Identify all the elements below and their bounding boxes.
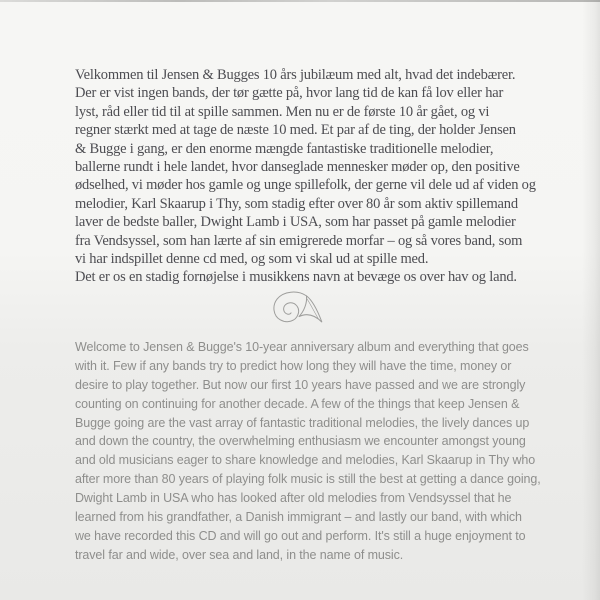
text-line: regner stærkt med at tage de næste 10 med. Et par af de ting, der holder Jensen xyxy=(75,122,516,139)
text-line: Det er os en stadig fornøjelse i musikkens navn at bevæge os over hav og land. xyxy=(75,269,517,286)
ornament-wrap xyxy=(64,290,531,328)
text-line: after more than 80 years of playing folk music is still the best at getting a dance going, xyxy=(75,472,541,487)
text-line: learned from his grandfather, a Danish immigrant – and lastly our band, with which xyxy=(75,510,522,525)
text-line: Welcome to Jensen & Bugge's 10-year anniversary album and everything that goes xyxy=(75,339,529,354)
text-line: desire to play together. But now our first 10 years have passed and we are strongly xyxy=(75,377,526,392)
text-line: ødselhed, vi møder hos gamle og unge spillefolk, der gerne vil dele ud af viden og xyxy=(75,177,536,194)
english-paragraph xyxy=(75,338,542,565)
text-line: ballerne rundt i hele landet, hvor danseglade mennesker møder op, den positive xyxy=(75,159,520,176)
text-line: Bugge going are the vast array of fantastic traditional melodies, the lively dances up xyxy=(75,415,530,430)
text-line: counting on continuing for another decade. A few of the things that keep Jensen & xyxy=(75,396,520,411)
scan-edge-top xyxy=(0,0,600,2)
text-line: fra Vendsyssel, som han lærte af sin emigrerede morfar – og så vores band, som xyxy=(75,232,523,249)
text-line: laver de bedste baller, Dwight Lamb i USA, som har passet på gamle melodier xyxy=(75,214,516,231)
text-line: travel far and wide, over sea and land, in the name of music. xyxy=(75,547,404,562)
text-line: we have recorded this CD and will go out and perform. It's still a huge enjoyment to xyxy=(75,528,526,543)
text-line: Der er vist ingen bands, der tør gætte på, hvor lang tid de kan få lov eller har xyxy=(75,85,504,102)
scan-edge-right xyxy=(582,0,600,600)
danish-paragraph xyxy=(75,66,542,287)
text-line: lyst, råd eller tid til at spille sammen. Men nu er de første 10 år gået, og vi xyxy=(75,103,490,120)
text-line: Dwight Lamb in USA who has looked after old melodies from Vendsyssel that he xyxy=(75,491,512,506)
text-line: & Bugge i gang, er den enorme mængde fantastiske traditionelle melodier, xyxy=(75,140,494,157)
text-line: and old musicians eager to share knowledge and melodies, Karl Skaarup in Thy who xyxy=(75,453,536,468)
text-line: melodier, Karl Skaarup i Thy, som stadig efter over 80 år som aktiv spillemand xyxy=(75,195,518,212)
text-line: and down the country, the overwhelming enthusiasm we encounter amongst young xyxy=(75,434,526,449)
text-line: Velkommen til Jensen & Bugges 10 års jubilæum med alt, hvad det indebærer. xyxy=(75,67,516,83)
text-line: vi har indspillet denne cd med, og som vi skal ud at spille med. xyxy=(75,251,429,268)
calligraphic-flourish-icon xyxy=(271,291,325,327)
text-line: with it. Few if any bands try to predict how long they will have the time, money or xyxy=(75,358,512,373)
